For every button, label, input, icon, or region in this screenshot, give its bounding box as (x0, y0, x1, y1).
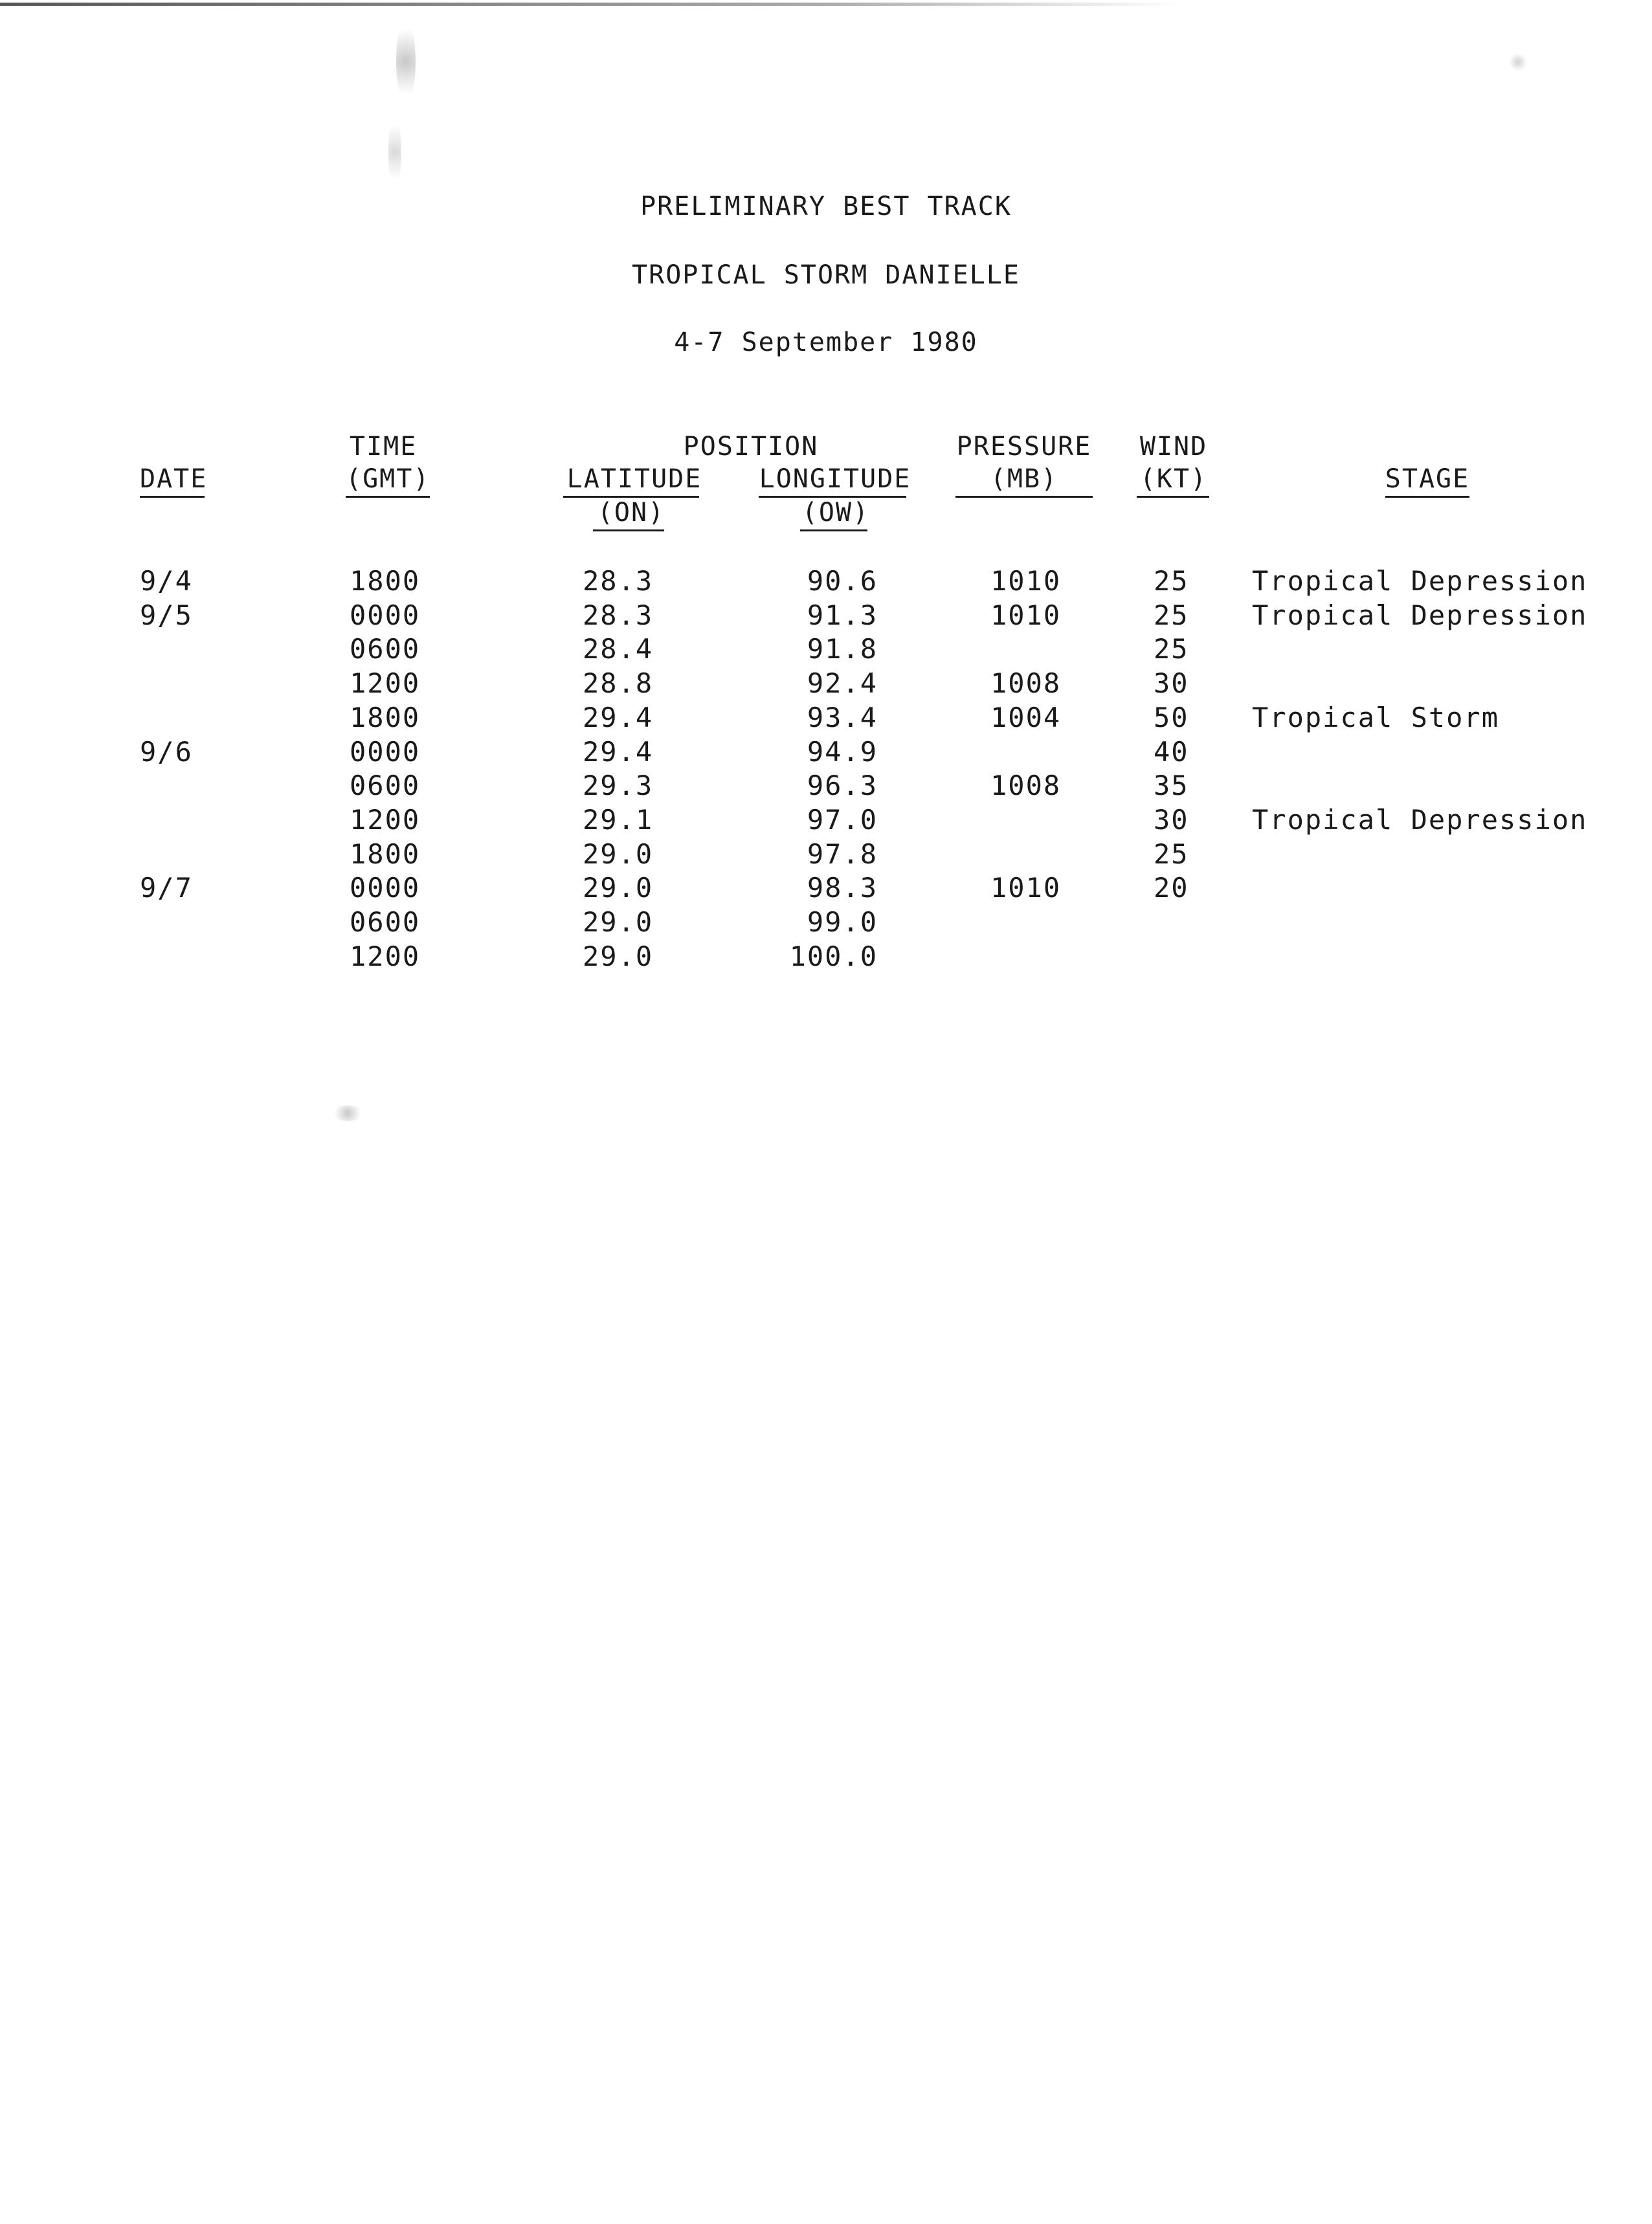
scan-smudge (388, 117, 401, 188)
header-latitude-unit: (ON) (597, 498, 665, 528)
date-range: 4-7 September 1980 (674, 328, 978, 357)
row-longitude: 93.4 (807, 701, 878, 733)
row-latitude: 29.4 (583, 735, 654, 768)
row-longitude: 100.0 (789, 940, 878, 972)
row-latitude: 28.3 (583, 565, 654, 597)
row-stage: Tropical Depression (1252, 803, 1588, 836)
storm-name: TROPICAL STORM DANIELLE (632, 260, 1020, 290)
row-time: 1800 (350, 838, 421, 870)
row-wind: 25 (1154, 633, 1189, 665)
scan-smudge (396, 19, 416, 104)
row-longitude: 98.3 (807, 872, 878, 904)
row-latitude: 29.4 (583, 701, 654, 733)
row-latitude: 28.8 (583, 667, 654, 700)
row-latitude: 28.3 (583, 599, 654, 631)
row-stage: Tropical Depression (1252, 599, 1588, 631)
row-pressure: 1004 (990, 701, 1062, 733)
header-date: DATE (140, 464, 208, 494)
row-time: 0600 (350, 633, 421, 665)
row-wind: 25 (1154, 838, 1189, 870)
row-wind: 50 (1154, 701, 1189, 733)
row-longitude: 91.3 (807, 599, 878, 631)
header-pressure: PRESSURE (956, 432, 1092, 461)
row-time: 0000 (350, 735, 421, 768)
row-latitude: 29.0 (583, 940, 654, 972)
row-time: 1800 (350, 565, 421, 597)
row-time: 0600 (350, 770, 421, 802)
row-wind: 25 (1154, 599, 1189, 631)
row-pressure: 1008 (990, 770, 1062, 802)
header-time: TIME (350, 432, 418, 461)
header-longitude: LONGITUDE (759, 464, 911, 494)
row-longitude: 92.4 (807, 667, 878, 700)
row-pressure: 1010 (990, 872, 1062, 904)
row-latitude: 29.0 (583, 872, 654, 904)
row-date: 9/5 (140, 599, 193, 631)
header-time-underline (346, 496, 430, 498)
row-wind: 20 (1154, 872, 1189, 904)
header-wind: WIND (1139, 432, 1208, 461)
row-time: 1200 (350, 940, 421, 972)
row-wind: 30 (1154, 667, 1189, 700)
row-wind: 40 (1154, 735, 1189, 768)
row-longitude: 94.9 (807, 735, 878, 768)
row-longitude: 97.8 (807, 838, 878, 870)
row-time: 1200 (350, 667, 421, 700)
row-stage: Tropical Storm (1252, 701, 1500, 733)
row-latitude: 29.0 (583, 906, 654, 938)
header-position: POSITION (683, 432, 819, 461)
row-longitude: 96.3 (807, 770, 878, 802)
row-longitude: 90.6 (807, 565, 878, 597)
row-time: 1200 (350, 803, 421, 836)
header-stage-underline (1385, 496, 1469, 498)
row-longitude: 99.0 (807, 906, 878, 938)
row-latitude: 28.4 (583, 633, 654, 665)
header-date-underline (140, 496, 205, 498)
header-longitude-unit-underline (800, 529, 867, 531)
document-title: PRELIMINARY BEST TRACK (640, 192, 1012, 221)
row-pressure: 1010 (990, 565, 1062, 597)
header-stage: STAGE (1385, 464, 1470, 494)
row-wind: 35 (1154, 770, 1189, 802)
row-pressure: 1008 (990, 667, 1062, 700)
row-date: 9/6 (140, 735, 193, 768)
row-latitude: 29.0 (583, 838, 654, 870)
row-pressure: 1010 (990, 599, 1062, 631)
header-longitude-unit: (OW) (801, 498, 870, 528)
row-longitude: 97.0 (807, 803, 878, 836)
scan-smudge (1508, 54, 1528, 70)
row-time: 0000 (350, 872, 421, 904)
header-time-unit: (GMT) (346, 464, 430, 494)
row-date: 9/4 (140, 565, 193, 597)
row-wind: 25 (1154, 565, 1189, 597)
row-time: 1800 (350, 701, 421, 733)
header-latitude-unit-underline (593, 529, 664, 531)
header-pressure-underline (955, 496, 1093, 498)
header-latitude: LATITUDE (566, 464, 702, 494)
row-latitude: 29.3 (583, 770, 654, 802)
row-time: 0600 (350, 906, 421, 938)
header-wind-unit: (KT) (1139, 464, 1208, 494)
header-wind-underline (1137, 496, 1209, 498)
row-stage: Tropical Depression (1252, 565, 1588, 597)
scan-smudge (331, 1106, 364, 1121)
row-longitude: 91.8 (807, 633, 878, 665)
header-pressure-unit: (MB) (990, 464, 1058, 494)
row-time: 0000 (350, 599, 421, 631)
row-date: 9/7 (140, 872, 193, 904)
row-wind: 30 (1154, 803, 1189, 836)
row-latitude: 29.1 (583, 803, 654, 836)
scan-edge-line (0, 3, 1178, 6)
